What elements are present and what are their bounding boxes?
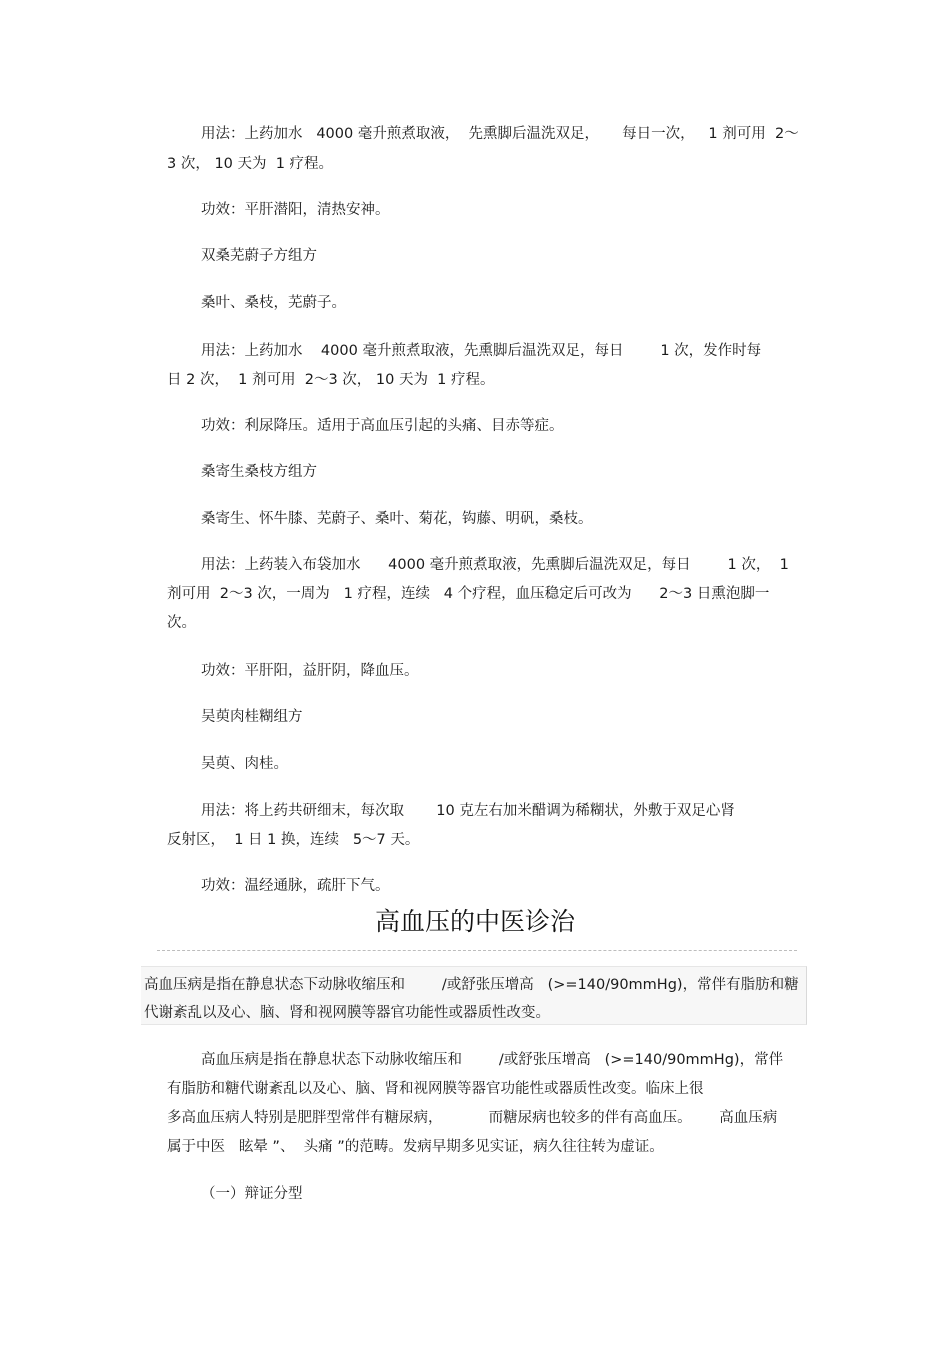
- summary-line: 代谢紊乱以及心、脑、肾和视网膜等器官功能性或器质性改变。: [144, 1005, 550, 1021]
- usage-line: 用法：将上药共研细末，每次取 10 克左右加米醋调为稀糊状，外敷于双足心肾: [201, 803, 735, 819]
- usage-line-cont: 次。: [167, 615, 196, 631]
- body-line: 属于中医 眩晕 ”、 头痛 ”的范畴。发病早期多见实证，病久往往转为虚证。: [167, 1139, 664, 1155]
- ingredients-line: 吴萸、肉桂。: [201, 756, 288, 772]
- efficacy-line: 功效：利尿降压。适用于高血压引起的头痛、目赤等症。: [201, 418, 564, 434]
- efficacy-line: 功效：平肝潜阳，清热安神。: [201, 202, 390, 218]
- usage-line: 用法：上药加水 4000 毫升煎煮取液， 先熏脚后温洗双足， 每日一次， 1 剂可用 2～: [201, 126, 799, 142]
- usage-line: 用法：上药装入布袋加水 4000 毫升煎煮取液，先熏脚后温洗双足，每日 1 次， 1: [201, 557, 789, 573]
- recipe-heading: 双桑芜蔚子方组方: [201, 248, 317, 264]
- efficacy-line: 功效：温经通脉，疏肝下气。: [201, 878, 390, 894]
- usage-line-cont: 3 次， 10 天为 1 疗程。: [167, 156, 334, 172]
- body-line: 有脂肪和糖代谢紊乱以及心、脑、肾和视网膜等器官功能性或器质性改变。临床上很: [167, 1081, 704, 1097]
- usage-line: 用法：上药加水 4000 毫升煎煮取液，先熏脚后温洗双足，每日 1 次，发作时每: [201, 343, 762, 359]
- section-heading: （一）辩证分型: [201, 1186, 303, 1202]
- ingredients-line: 桑寄生、怀牛膝、芜蔚子、桑叶、菊花，钩藤、明矾，桑枝。: [201, 511, 593, 527]
- recipe-heading: 吴萸肉桂糊组方: [201, 709, 303, 725]
- ingredients-line: 桑叶、桑枝，芜蔚子。: [201, 295, 346, 311]
- title-divider: [157, 950, 797, 951]
- body-line: 高血压病是指在静息状态下动脉收缩压和 /或舒张压增高 (>=140/90mmHg)，常伴: [201, 1052, 784, 1068]
- page-title: 高血压的中医诊治: [374, 907, 575, 936]
- usage-line-cont: 日 2 次， 1 剂可用 2～3 次， 10 天为 1 疗程。: [167, 372, 495, 388]
- summary-line: 高血压病是指在静息状态下动脉收缩压和 /或舒张压增高 (>=140/90mmHg)，常伴有脂肪和糖: [144, 977, 799, 993]
- body-line: 多高血压病人特别是肥胖型常伴有糖尿病， 而糖尿病也较多的伴有高血压。 高血压病: [167, 1110, 778, 1126]
- recipe-heading: 桑寄生桑枝方组方: [201, 464, 317, 480]
- usage-line-cont: 剂可用 2～3 次，一周为 1 疗程，连续 4 个疗程，血压稳定后可改为 2～3 日熏泡脚一: [167, 586, 770, 602]
- usage-line-cont: 反射区， 1 日 1 换，连续 5～7 天。: [167, 832, 420, 848]
- efficacy-line: 功效：平肝阳，益肝阴，降血压。: [201, 663, 419, 679]
